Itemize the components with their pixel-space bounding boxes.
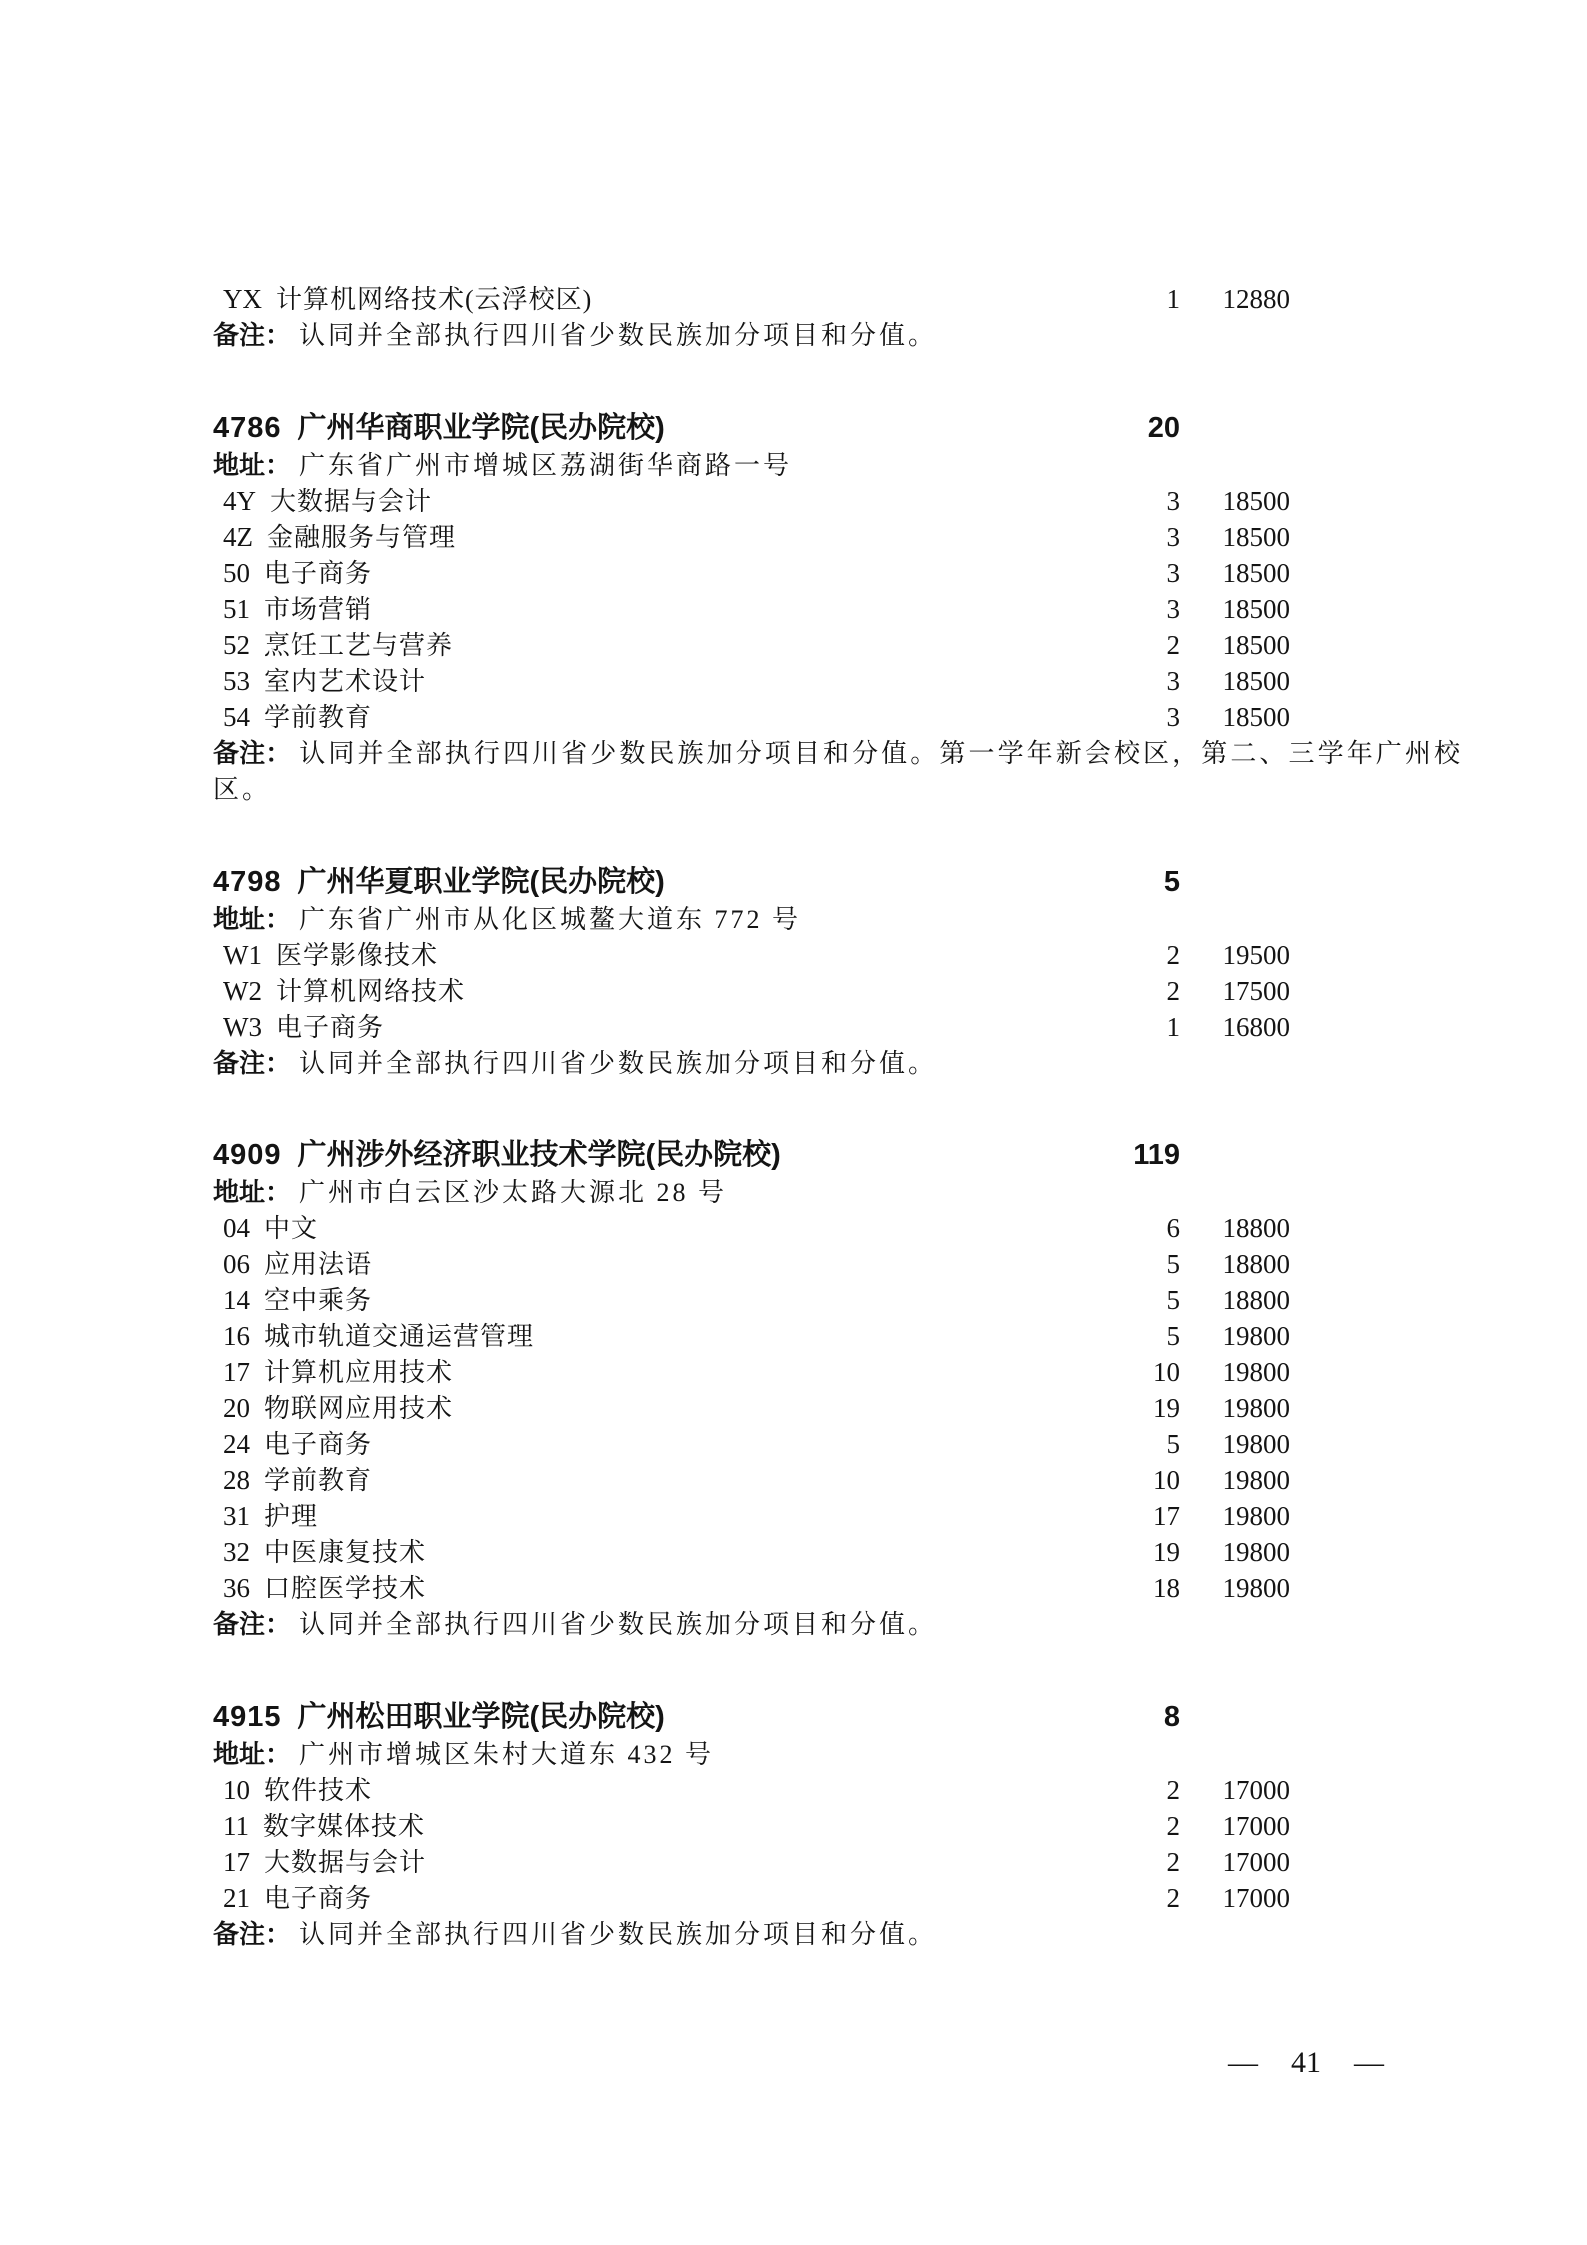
major-count: 3 [1166, 485, 1180, 516]
major-code: W1 [223, 939, 262, 970]
major-count: 3 [1166, 701, 1180, 732]
major-fee: 17000 [1222, 1774, 1290, 1805]
major-name: 护理 [264, 1502, 319, 1531]
remark-text: 认同并全部执行四川省少数民族加分项目和分值。 [299, 1919, 938, 1949]
address-value: 广州市增城区朱村大道东 432 号 [299, 1739, 715, 1769]
major-code: 16 [223, 1321, 250, 1351]
major-row [213, 591, 1463, 627]
major-code: W3 [223, 1011, 262, 1042]
major-code: 52 [223, 629, 250, 660]
major-row [213, 1880, 1463, 1916]
major-count: 3 [1166, 593, 1180, 624]
major-count: 2 [1166, 975, 1180, 1006]
address-label: 地址： [213, 903, 292, 934]
school-total: 20 [1147, 411, 1180, 444]
page-number [1228, 2046, 1384, 2080]
major-code: 31 [223, 1501, 250, 1531]
major-count: 19 [1153, 1393, 1180, 1423]
major-row [213, 1318, 1463, 1354]
remark-label: 备注： [213, 1609, 292, 1639]
major-code: 06 [223, 1249, 250, 1279]
major-name: 口腔医学技术 [264, 1574, 427, 1603]
major-code: 36 [223, 1573, 250, 1603]
major-name: 计算机网络技术 [275, 976, 465, 1006]
major-row [213, 1282, 1463, 1318]
major-fee: 18500 [1222, 485, 1290, 516]
school-section-4909 [213, 1136, 1463, 1644]
major-row [213, 1009, 1463, 1045]
major-fee: 19800 [1222, 1537, 1290, 1567]
major-code: 20 [223, 1393, 250, 1423]
school-total: 119 [1133, 1139, 1180, 1171]
school-name: 广州松田职业学院(民办院校) [297, 1700, 665, 1733]
major-fee: 12880 [1222, 284, 1290, 314]
school-code: 4915 [213, 1700, 282, 1733]
major-count: 5 [1166, 1321, 1180, 1351]
major-name: 金融服务与管理 [267, 522, 457, 552]
major-fee: 18800 [1222, 1213, 1290, 1243]
major-row [213, 519, 1463, 555]
major-code: 53 [223, 665, 250, 696]
school-address [213, 1736, 1463, 1772]
major-count: 2 [1166, 939, 1180, 970]
major-count: 18 [1153, 1573, 1180, 1603]
address-label: 地址： [213, 449, 292, 480]
major-row [213, 937, 1463, 973]
major-count: 2 [1166, 1810, 1180, 1841]
page-number-dash-right: — [1354, 2046, 1384, 2079]
major-fee: 19800 [1222, 1429, 1290, 1459]
major-count: 5 [1166, 1285, 1180, 1315]
remark [213, 735, 1463, 809]
admissions-list [213, 281, 1463, 1953]
major-row [213, 973, 1463, 1009]
major-count: 3 [1166, 521, 1180, 552]
major-fee: 16800 [1222, 1011, 1290, 1042]
school-address [213, 1174, 1463, 1210]
address-label: 地址： [213, 1177, 292, 1207]
major-fee: 19800 [1222, 1465, 1290, 1495]
major-name: 大数据与会计 [270, 486, 433, 516]
major-code: 11 [223, 1810, 249, 1841]
major-code: 17 [223, 1357, 250, 1387]
major-fee: 18500 [1222, 665, 1290, 696]
major-count: 2 [1166, 1882, 1180, 1913]
school-section-4915 [213, 1698, 1463, 1954]
remark [213, 1606, 1463, 1644]
major-code: 4Y [223, 485, 256, 516]
major-count: 3 [1166, 557, 1180, 588]
major-count: 6 [1166, 1213, 1180, 1243]
address-value: 广州市白云区沙太路大源北 28 号 [299, 1178, 728, 1207]
major-fee: 19500 [1222, 939, 1290, 970]
major-row [213, 1772, 1463, 1808]
major-count: 2 [1166, 1774, 1180, 1805]
major-code: W2 [223, 975, 262, 1006]
major-code: 50 [223, 557, 250, 588]
major-row [213, 555, 1463, 591]
major-count: 2 [1166, 1846, 1180, 1877]
major-code: 54 [223, 701, 250, 732]
remark-label: 备注： [213, 1918, 292, 1949]
school-total: 8 [1163, 1700, 1180, 1733]
school-heading [213, 1136, 1463, 1174]
major-count: 10 [1153, 1465, 1180, 1495]
major-count: 19 [1153, 1537, 1180, 1567]
remark-text: 认同并全部执行四川省少数民族加分项目和分值。 [299, 321, 938, 350]
major-fee: 19800 [1222, 1357, 1290, 1387]
major-fee: 18500 [1222, 557, 1290, 588]
major-name: 中文 [264, 1214, 319, 1243]
major-code: 24 [223, 1429, 250, 1459]
major-name: 医学影像技术 [275, 940, 438, 970]
remark [213, 317, 1463, 355]
major-row [213, 1534, 1463, 1570]
major-name: 计算机应用技术 [264, 1358, 454, 1387]
major-fee: 19800 [1222, 1321, 1290, 1351]
major-name: 应用法语 [264, 1250, 373, 1279]
major-fee: 19800 [1222, 1393, 1290, 1423]
major-row [213, 1462, 1463, 1498]
major-row [213, 663, 1463, 699]
major-code: 04 [223, 1213, 250, 1243]
major-fee: 17000 [1222, 1810, 1290, 1841]
major-fee: 17000 [1222, 1882, 1290, 1913]
major-row [213, 627, 1463, 663]
school-heading [213, 409, 1463, 447]
major-fee: 18500 [1222, 593, 1290, 624]
school-name: 广州华商职业学院(民办院校) [297, 411, 665, 444]
major-fee: 18500 [1222, 629, 1290, 660]
major-name: 室内艺术设计 [264, 666, 427, 696]
major-fee: 18500 [1222, 521, 1290, 552]
school-code: 4909 [213, 1139, 282, 1171]
school-section-4798 [213, 863, 1463, 1083]
remark-text: 认同并全部执行四川省少数民族加分项目和分值。 [299, 1610, 938, 1639]
major-name: 烹饪工艺与营养 [264, 630, 454, 660]
remark [213, 1045, 1463, 1083]
major-row [213, 1210, 1463, 1246]
major-row [213, 1246, 1463, 1282]
major-name: 软件技术 [264, 1775, 373, 1805]
major-code: 51 [223, 593, 250, 624]
major-code: 17 [223, 1846, 250, 1877]
major-name: 电子商务 [264, 1430, 373, 1459]
major-code: 32 [223, 1537, 250, 1567]
school-name: 广州华夏职业学院(民办院校) [297, 865, 665, 898]
major-name: 数字媒体技术 [263, 1811, 426, 1841]
major-count: 3 [1166, 665, 1180, 696]
major-fee: 18800 [1222, 1285, 1290, 1315]
major-row [213, 1426, 1463, 1462]
major-count: 10 [1153, 1357, 1180, 1387]
remark-label: 备注： [213, 320, 292, 350]
major-row [213, 1354, 1463, 1390]
page-number-value: 41 [1291, 2046, 1321, 2079]
major-name: 大数据与会计 [264, 1847, 427, 1877]
major-count: 5 [1166, 1249, 1180, 1279]
remark-label: 备注： [213, 737, 292, 768]
major-code: YX [223, 284, 262, 314]
major-code: 28 [223, 1465, 250, 1495]
major-name: 学前教育 [264, 1466, 373, 1495]
major-row [213, 1844, 1463, 1880]
major-count: 17 [1153, 1501, 1180, 1531]
major-fee: 19800 [1222, 1501, 1290, 1531]
major-count: 5 [1166, 1429, 1180, 1459]
major-name: 中医康复技术 [264, 1538, 427, 1567]
school-code: 4786 [213, 411, 282, 444]
remark-text: 认同并全部执行四川省少数民族加分项目和分值。第一学年新会校区，第二、三学年广州校区。 [213, 738, 1463, 804]
school-address [213, 901, 1463, 937]
major-name: 空中乘务 [264, 1286, 373, 1315]
address-value: 广东省广州市增城区荔湖街华商路一号 [299, 450, 793, 480]
major-name: 学前教育 [264, 702, 373, 732]
address-label: 地址： [213, 1738, 292, 1769]
major-code: 4Z [223, 521, 253, 552]
major-name: 电子商务 [264, 1883, 373, 1913]
remark-label: 备注： [213, 1047, 292, 1078]
major-name: 市场营销 [264, 594, 373, 624]
page-number-dash-left: — [1228, 2046, 1258, 2079]
major-count: 2 [1166, 629, 1180, 660]
major-fee: 17000 [1222, 1846, 1290, 1877]
major-row [213, 483, 1463, 519]
major-count: 1 [1166, 1011, 1180, 1042]
major-fee: 19800 [1222, 1573, 1290, 1603]
major-row [213, 1808, 1463, 1844]
major-row [213, 1390, 1463, 1426]
major-name: 计算机网络技术(云浮校区) [276, 285, 593, 314]
remark-text: 认同并全部执行四川省少数民族加分项目和分值。 [299, 1048, 938, 1078]
school-heading [213, 863, 1463, 901]
major-code: 10 [223, 1774, 250, 1805]
major-name: 城市轨道交通运营管理 [264, 1322, 535, 1351]
major-name: 物联网应用技术 [264, 1394, 454, 1423]
major-row [213, 1498, 1463, 1534]
major-code: 21 [223, 1882, 250, 1913]
school-code: 4798 [213, 865, 282, 898]
school-heading [213, 1698, 1463, 1736]
school-section-4786 [213, 409, 1463, 809]
school-total: 5 [1163, 865, 1180, 898]
school-address [213, 447, 1463, 483]
major-fee: 18800 [1222, 1249, 1290, 1279]
major-name: 电子商务 [275, 1012, 384, 1042]
school-name: 广州涉外经济职业技术学院(民办院校) [297, 1139, 781, 1171]
major-fee: 18500 [1222, 701, 1290, 732]
major-name: 电子商务 [264, 558, 373, 588]
major-fee: 17500 [1222, 975, 1290, 1006]
address-value: 广东省广州市从化区城鳌大道东 772 号 [299, 904, 802, 934]
major-row [213, 281, 1463, 317]
major-code: 14 [223, 1285, 250, 1315]
remark [213, 1916, 1463, 1954]
major-count: 1 [1166, 284, 1180, 314]
major-row [213, 1570, 1463, 1606]
major-row [213, 699, 1463, 735]
